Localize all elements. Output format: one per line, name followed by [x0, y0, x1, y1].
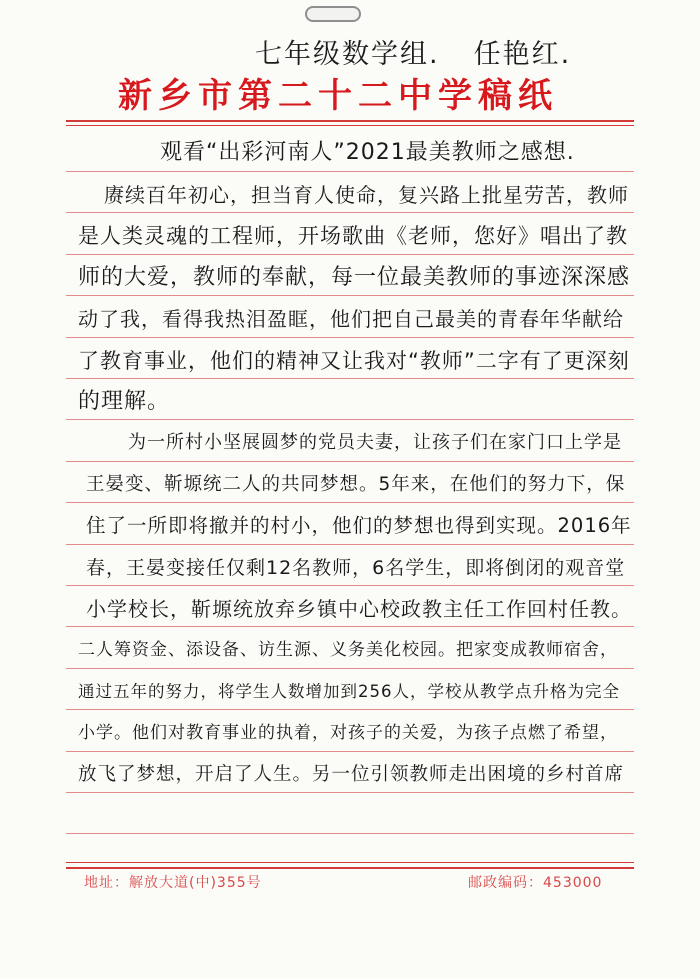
essay-line: 二人筹资金、添设备、访生源、义务美化校园。把家变成教师宿舍，: [78, 640, 618, 661]
ruled-line: [66, 171, 634, 172]
binding-notch: [305, 6, 361, 22]
essay-line: 放飞了梦想，开启了人生。另一位引领教师走出困境的乡村首席: [78, 763, 625, 785]
essay-line: 春，王晏变接任仅剩12名教师，6名学生，即将倒闭的观音堂: [86, 556, 626, 579]
ruled-line: [66, 419, 634, 420]
essay-line: 的理解。: [78, 389, 171, 414]
header-rule-thick: [66, 120, 634, 122]
author-line: [255, 32, 571, 72]
essay-line: 了教育事业，他们的精神又让我对“教师”二字有了更深刻: [78, 348, 630, 373]
grade-group: 七年级数学组.: [255, 39, 440, 70]
ruled-line: [66, 626, 634, 627]
essay-line: 师的大爱，教师的奉献，每一位最美教师的事迹深深感: [78, 264, 631, 290]
footer-postcode: 邮政编码：453000: [468, 875, 603, 891]
ruled-line: [66, 502, 634, 503]
letterhead-title: 新乡市第二十二中学稿纸: [118, 76, 558, 116]
footer-rule-thick: [66, 867, 634, 869]
essay-line: 住了一所即将撤并的村小，他们的梦想也得到实现。2016年: [86, 514, 632, 538]
ruled-line: [66, 544, 634, 545]
essay-line: 小学校长，靳塬统放弃乡镇中心校政教主任工作回村任教。: [86, 597, 632, 621]
essay-title: 观看“出彩河南人”2021最美教师之感想.: [160, 140, 575, 165]
essay-line: 小学。他们对教育事业的执着，对孩子的关爱，为孩子点燃了希望，: [78, 723, 618, 744]
header-rule-thin: [66, 125, 634, 126]
ruled-line: [66, 254, 634, 255]
essay-line: 为一所村小坚展圆梦的党员夫妻，让孩子们在家门口上学是: [128, 432, 622, 454]
essay-line: 是人类灵魂的工程师，开场歌曲《老师，您好》唱出了教: [78, 224, 628, 249]
essay-line: 王晏变、靳塬统二人的共同梦想。5年来，在他们的努力下，保: [86, 473, 626, 495]
footer-address: 地址：解放大道(中)355号: [84, 875, 262, 891]
ruled-line: [66, 668, 634, 669]
ruled-line: [66, 833, 634, 834]
ruled-line: [66, 461, 634, 462]
essay-line: 赓续百年初心，担当育人使命，复兴路上批星劳苦，教师: [104, 183, 629, 207]
ruled-line: [66, 585, 634, 586]
ruled-line: [66, 792, 634, 793]
author-name: 任艳红.: [473, 39, 572, 70]
ruled-line: [66, 295, 634, 296]
ruled-line: [66, 709, 634, 710]
essay-line: 动了我，看得我热泪盈眶，他们把自己最美的青春年华献给: [78, 307, 624, 332]
ruled-line: [66, 212, 634, 213]
essay-line: 通过五年的努力，将学生人数增加到256人，学校从教学点升格为完全: [78, 681, 620, 701]
ruled-line: [66, 378, 634, 379]
ruled-line: [66, 337, 634, 338]
footer-rule-thin: [66, 862, 634, 863]
ruled-line: [66, 751, 634, 752]
